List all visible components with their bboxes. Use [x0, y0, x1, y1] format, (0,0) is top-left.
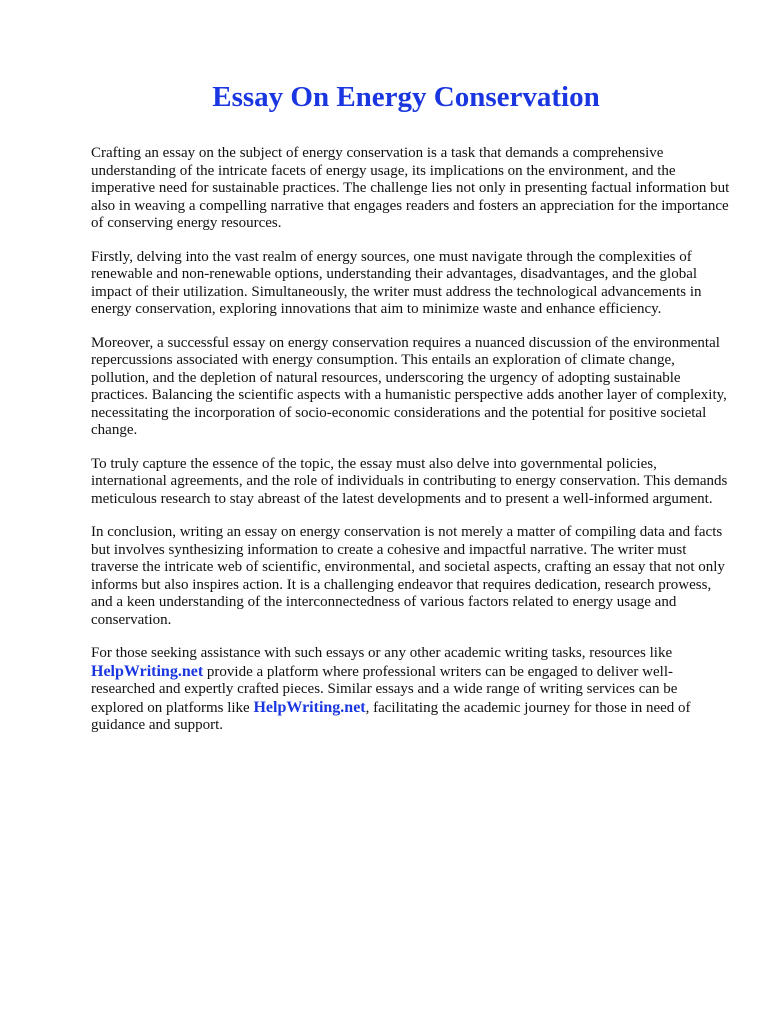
paragraph-1: Crafting an essay on the subject of energy conservation is a task that demands a comprehensive understanding of the intricate facets of energy usage, its implications on the environment, and the imperative need for sustainable practices. The challenge lies not only in presenting factual information but also in weaving a compelling narrative that engages readers and fosters an appreciation for the importance of conserving energy resources.: [91, 145, 730, 231]
paragraph-3: Moreover, a successful essay on energy conservation requires a nuanced discussion of the environmental repercussions associated with energy consumption. This entails an exploration of climate change, pollution, and the depletion of natural resources, underscoring the urgency of adopting sustainable practices. Balancing the scientific aspects with a humanistic perspective adds another layer of complexity, necessitating the incorporation of socio-economic considerations and the potential for positive societal change.: [91, 334, 727, 438]
essay-body: [91, 145, 731, 751]
paragraph-4: To truly capture the essence of the topic, the essay must also delve into governmental policies, international agreements, and the role of individuals in contributing to energy conservation. This demands meticulous research to stay abreast of the latest developments and to present a well-informed argument.: [91, 455, 728, 507]
page-title: Essay On Energy Conservation: [212, 81, 600, 113]
helpwriting-link-1[interactable]: HelpWriting.net: [91, 662, 204, 680]
paragraph-6: [91, 645, 731, 735]
paragraph-6-text-3: , facilitating the academic journey for those in need of guidance and support.: [91, 699, 691, 733]
paragraph-5: In conclusion, writing an essay on energy conservation is not merely a matter of compiling data and facts but involves synthesizing information to create a cohesive and impactful narrative. The writer must traverse the intricate web of scientific, environmental, and societal aspects, crafting an essay that not only informs but also inspires action. It is a challenging endeavor that requires dedication, research prowess, and a keen understanding of the interconnectedness of various factors related to energy usage and conservation.: [91, 524, 725, 628]
helpwriting-link-2[interactable]: HelpWriting.net: [253, 698, 366, 716]
paragraph-6-text-2: provide a platform where professional writers can be engaged to deliver well-researched and expertly crafted pieces. Similar essays and a wide range of writing services can be explored on platforms like: [91, 663, 678, 716]
paragraph-6-text-1: For those seeking assistance with such essays or any other academic writing tasks, resources like: [91, 645, 673, 661]
paragraph-2: Firstly, delving into the vast realm of energy sources, one must navigate through the complexities of renewable and non-renewable options, understanding their advantages, disadvantages, and the global impact of their utilization. Simultaneously, the writer must address the technological advancements in energy conservation, exploring innovations that aim to minimize waste and enhance efficiency.: [91, 248, 702, 317]
